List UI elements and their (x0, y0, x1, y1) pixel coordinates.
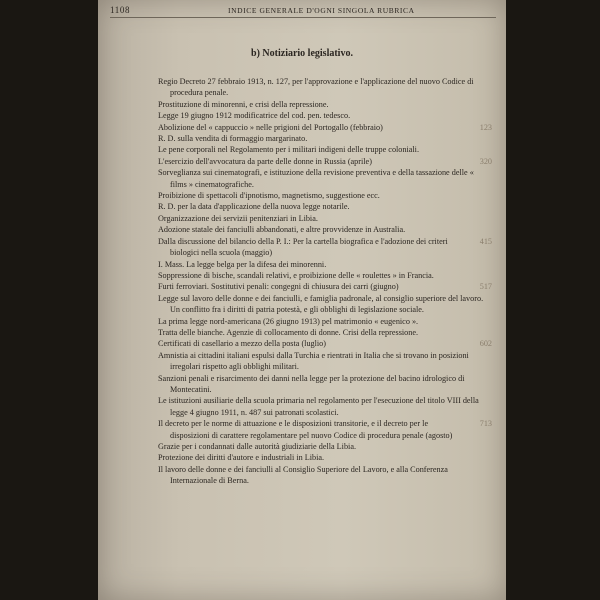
index-entry (158, 293, 492, 316)
entry-text: Organizzazione dei servizii penitenziari in Libia. (158, 213, 318, 223)
index-entry (158, 441, 492, 452)
entry-text: Protezione dei diritti d'autore e industriali in Libia. (158, 453, 325, 463)
index-entry (158, 122, 492, 133)
index-entry (158, 259, 492, 270)
index-entry (158, 395, 492, 418)
index-entry (158, 190, 492, 201)
entry-page-number: 123 (479, 122, 492, 132)
entry-text: La prima legge nord-americana (26 giugno 1913) pel matrimonio « eugenico ». (158, 316, 419, 326)
entry-page-number: 602 (479, 339, 492, 349)
index-entry (158, 167, 492, 190)
entry-text: Furti ferroviari. Sostitutivi penali: congegni di chiusura dei carri (giugno) (158, 282, 399, 292)
entry-text: Sanzioni penali e risarcimento dei danni nella legge per la protezione del bacino idrologico di Montecatini. (158, 373, 465, 394)
entry-list (158, 76, 492, 487)
entry-page-number: 415 (479, 236, 492, 246)
entry-text: Prostituzione di minorenni, e crisi della repressione. (158, 99, 329, 109)
section-title: b) Notiziario legislativo. (251, 48, 353, 59)
entry-text: Tratta delle bianche. Agenzie di collocamento di donne. Crisi della repressione. (158, 327, 419, 337)
page-number: 1108 (110, 5, 131, 15)
index-entry (158, 452, 492, 463)
entry-text: R. D. sulla vendita di formaggio margarinato. (158, 134, 308, 144)
entry-text: Il lavoro delle donne e dei fanciulli al Consiglio Superiore del Lavoro, e alla Conferenza Internazionale di Berna. (158, 464, 448, 486)
index-entry (158, 316, 492, 327)
entry-text: Sorveglianza sui cinematografi, e istituzione della revisione preventiva e della tassazione delle « films » cinematografiche. (158, 168, 474, 189)
entry-text: Il decreto per le norme di attuazione e le disposizioni transitorie, e il decreto per le disposizioni di carattere regolamentare pel nuovo Codice di procedura penale (agosto) (158, 419, 453, 440)
index-entry (158, 213, 492, 224)
entry-page-number: 713 (479, 419, 492, 429)
entry-text: Proibizione di spettacoli d'ipnotismo, magnetismo, suggestione ecc. (158, 191, 380, 201)
index-entry (158, 418, 492, 441)
book-page (98, 0, 506, 600)
entry-text: Adozione statale dei fanciulli abbandonati, e altre provvidenze in Australia. (158, 225, 406, 235)
index-entry (158, 133, 492, 144)
index-entry (158, 76, 492, 99)
index-entry (158, 236, 492, 259)
entry-text: Soppressione di bische, scandali relativi, e proibizione delle « roulettes » in Francia. (158, 270, 434, 280)
index-entry (158, 338, 492, 349)
index-entry (158, 327, 492, 338)
entry-text: L'esercizio dell'avvocatura da parte delle donne in Russia (aprile) (158, 156, 372, 166)
entry-text: Certificati di casellario a mezzo della posta (luglio) (158, 339, 327, 349)
entry-text: Dalla discussione del bilancio della P. I.: Per la cartella biografica e l'adozione dei criteri biologici nella scuola (maggio) (158, 236, 448, 258)
entry-page-number: 517 (479, 282, 492, 292)
index-entry (158, 270, 492, 281)
entry-text: I. Mass. La legge belga per la difesa dei minorenni. (158, 259, 327, 269)
entry-text: Le pene corporali nel Regolamento per i militari indigeni delle truppe coloniali. (158, 145, 420, 155)
header-rule (110, 17, 496, 18)
entry-text: Legge 19 giugno 1912 modificatrice del cod. pen. tedesco. (158, 111, 351, 121)
index-entry (158, 464, 492, 487)
running-title: INDICE GENERALE D'OGNI SINGOLA RUBRICA (228, 6, 415, 15)
entry-text: Grazie per i condannati dalle autorità giudiziarie della Libia. (158, 442, 357, 451)
entry-text: Le istituzioni ausiliarie della scuola primaria nel regolamento per l'esecuzione del titolo VIII della legge 4 giugno 1911, n. 487 sui patronati scolastici. (158, 396, 479, 417)
index-entry (158, 373, 492, 396)
entry-text: Legge sul lavoro delle donne e dei fanciulli, e famiglia padronale, al consiglio superiore del lavoro. Un conflitto fra i diritti di patria potestà, e gli obblighi di legislazione sociale. (158, 293, 484, 315)
index-entry (158, 99, 492, 110)
entry-text: Amnistia ai cittadini italiani espulsi dalla Turchia e rientrati in Italia che si trovano in posizioni irregolari rispetto agli obblighi militari. (158, 350, 469, 372)
index-entry (158, 201, 492, 212)
index-entry (158, 156, 492, 167)
entry-text: R. D. per la data d'applicazione della nuova legge notarile. (158, 202, 350, 212)
entry-text: Regio Decreto 27 febbraio 1913, n. 127, per l'approvazione e l'applicazione del nuovo Codice di procedura penale. (158, 77, 474, 98)
index-entry (158, 350, 492, 373)
index-entry (158, 281, 492, 292)
index-entry (158, 144, 492, 155)
entry-page-number: 320 (479, 156, 492, 166)
index-entry (158, 224, 492, 235)
entry-text: Abolizione del « cappuccio » nelle prigioni del Portogallo (febbraio) (158, 122, 383, 132)
index-entry (158, 110, 492, 121)
